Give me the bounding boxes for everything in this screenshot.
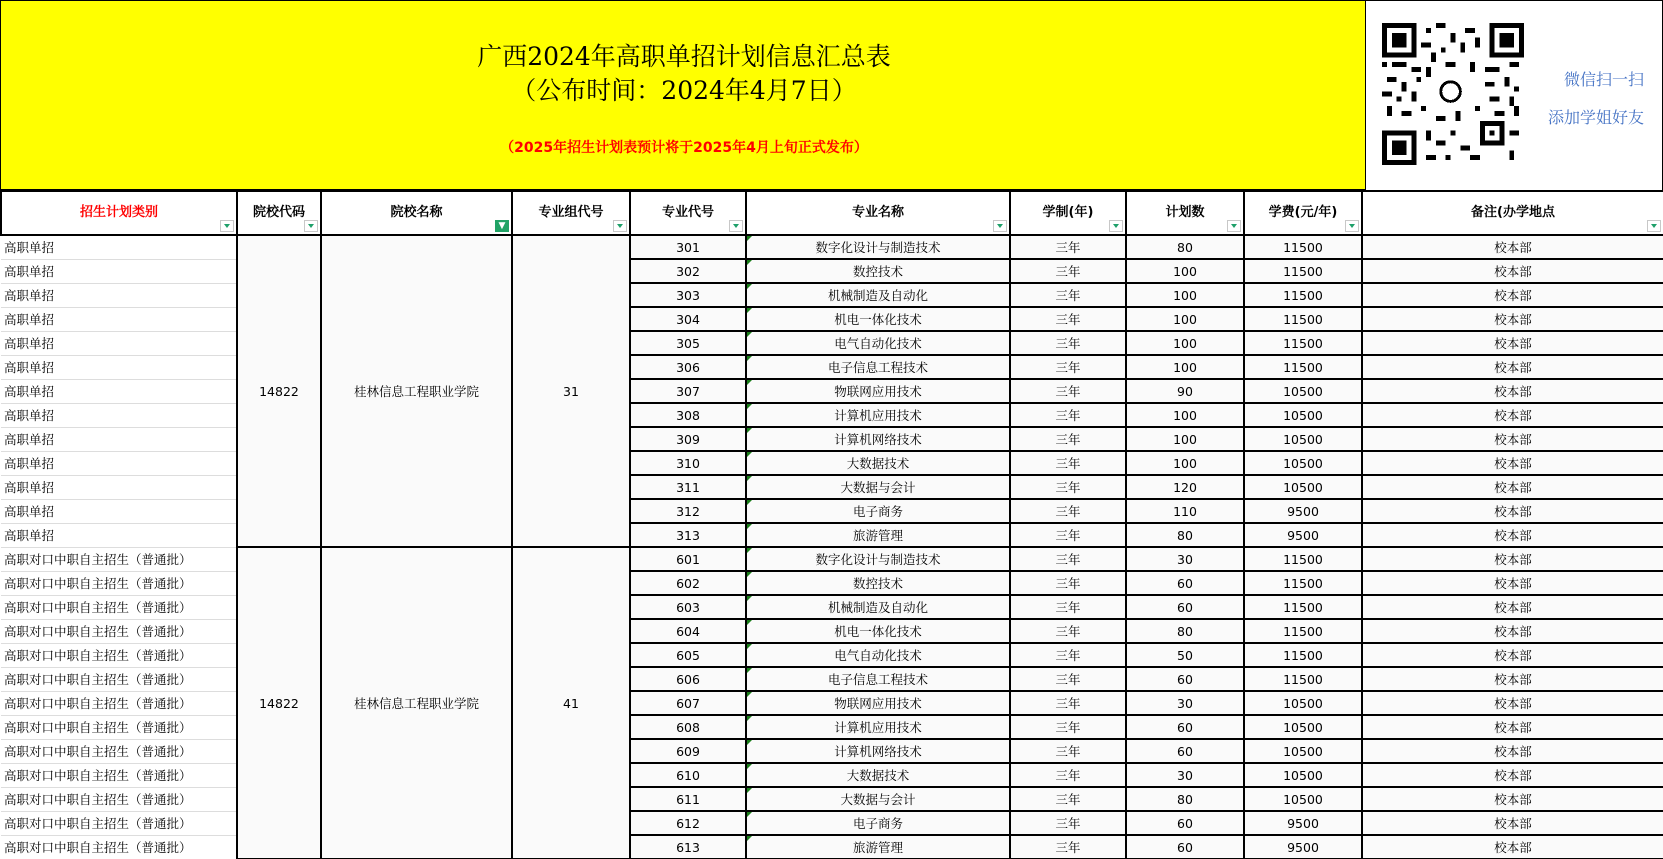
text-number-indicator-icon — [747, 548, 752, 553]
cell-duration[interactable]: 三年 — [1010, 787, 1126, 811]
text-number-indicator-icon — [747, 716, 752, 721]
cell-plan-count[interactable]: 80 — [1126, 523, 1244, 547]
cell-duration[interactable]: 三年 — [1010, 835, 1126, 859]
cell-duration[interactable]: 三年 — [1010, 571, 1126, 595]
cell-duration[interactable]: 三年 — [1010, 739, 1126, 763]
text-number-indicator-icon — [747, 284, 752, 289]
cell-tuition[interactable]: 11500 — [1244, 307, 1362, 331]
cell-category[interactable]: 高职对口中职自主招生（普通批） — [1, 691, 237, 715]
cell-remark[interactable]: 校本部 — [1362, 643, 1663, 667]
cell-major-name[interactable] — [746, 619, 1010, 643]
cell-major-code[interactable]: 605 — [630, 643, 746, 667]
cell-tuition[interactable]: 9500 — [1244, 523, 1362, 547]
cell-category[interactable]: 高职单招 — [1, 235, 237, 259]
cell-tuition[interactable]: 10500 — [1244, 403, 1362, 427]
cell-plan-count[interactable]: 100 — [1126, 331, 1244, 355]
text-number-indicator-icon — [747, 572, 752, 577]
cell-school-code[interactable]: 14822 — [237, 235, 321, 547]
cell-tuition[interactable]: 11500 — [1244, 643, 1362, 667]
column-header-remark — [1362, 191, 1663, 235]
major-name-text: 物联网应用技术 — [834, 696, 922, 711]
cell-tuition[interactable]: 10500 — [1244, 787, 1362, 811]
cell-major-code[interactable]: 303 — [630, 283, 746, 307]
cell-school-name[interactable]: 桂林信息工程职业学院 — [321, 235, 512, 547]
cell-plan-count[interactable]: 60 — [1126, 595, 1244, 619]
cell-tuition[interactable]: 11500 — [1244, 259, 1362, 283]
text-number-indicator-icon — [747, 428, 752, 433]
cell-duration[interactable]: 三年 — [1010, 715, 1126, 739]
cell-major-code[interactable]: 307 — [630, 379, 746, 403]
major-name-text: 数控技术 — [852, 576, 903, 591]
cell-tuition[interactable]: 11500 — [1244, 571, 1362, 595]
cell-remark[interactable]: 校本部 — [1362, 619, 1663, 643]
column-header-group-code — [512, 191, 630, 235]
cell-major-name[interactable] — [746, 835, 1010, 859]
cell-category[interactable]: 高职单招 — [1, 475, 237, 499]
cell-remark[interactable]: 校本部 — [1362, 235, 1663, 259]
cell-tuition[interactable]: 10500 — [1244, 475, 1362, 499]
cell-major-code[interactable]: 312 — [630, 499, 746, 523]
text-number-indicator-icon — [747, 692, 752, 697]
cell-group-code[interactable]: 41 — [512, 547, 630, 859]
cell-school-name[interactable]: 桂林信息工程职业学院 — [321, 547, 512, 859]
cell-major-name[interactable] — [746, 595, 1010, 619]
cell-tuition[interactable]: 10500 — [1244, 715, 1362, 739]
header-row — [1, 191, 1663, 235]
cell-plan-count[interactable]: 60 — [1126, 835, 1244, 859]
cell-duration[interactable]: 三年 — [1010, 811, 1126, 835]
cell-major-code[interactable]: 311 — [630, 475, 746, 499]
text-number-indicator-icon — [747, 332, 752, 337]
cell-major-code[interactable]: 610 — [630, 763, 746, 787]
text-number-indicator-icon — [747, 404, 752, 409]
cell-major-name[interactable] — [746, 379, 1010, 403]
cell-major-name[interactable] — [746, 715, 1010, 739]
cell-duration[interactable]: 三年 — [1010, 259, 1126, 283]
page-title: 广西2024年高职单招计划信息汇总表 — [477, 42, 891, 71]
major-name-text: 电气自动化技术 — [834, 648, 922, 663]
cell-remark[interactable]: 校本部 — [1362, 379, 1663, 403]
cell-duration[interactable]: 三年 — [1010, 451, 1126, 475]
cell-major-name[interactable] — [746, 691, 1010, 715]
cell-duration[interactable]: 三年 — [1010, 523, 1126, 547]
release-notice: （2025年招生计划表预计将于2025年4月上旬正式发布） — [500, 140, 868, 156]
cell-category[interactable]: 高职单招 — [1, 523, 237, 547]
text-number-indicator-icon — [747, 356, 752, 361]
major-name-text: 旅游管理 — [852, 528, 903, 543]
column-header-major-code — [630, 191, 746, 235]
cell-duration[interactable]: 三年 — [1010, 283, 1126, 307]
cell-category[interactable]: 高职单招 — [1, 379, 237, 403]
text-number-indicator-icon — [747, 452, 752, 457]
filter-dropdown-icon[interactable] — [304, 220, 318, 232]
column-header-label: 备注(办学地点 — [1471, 204, 1555, 220]
cell-major-name[interactable] — [746, 739, 1010, 763]
cell-tuition[interactable]: 10500 — [1244, 451, 1362, 475]
cell-major-name[interactable] — [746, 787, 1010, 811]
cell-remark[interactable]: 校本部 — [1362, 835, 1663, 859]
major-name-text: 物联网应用技术 — [834, 384, 922, 399]
qr-panel — [1366, 0, 1663, 190]
cell-remark[interactable]: 校本部 — [1362, 763, 1663, 787]
major-name-text: 大数据与会计 — [840, 480, 916, 495]
text-number-indicator-icon — [747, 596, 752, 601]
major-name-text: 机电一体化技术 — [834, 624, 922, 639]
major-name-text: 机械制造及自动化 — [827, 600, 928, 615]
enrollment-plan-table — [0, 190, 1663, 859]
cell-plan-count[interactable]: 60 — [1126, 571, 1244, 595]
cell-plan-count[interactable]: 90 — [1126, 379, 1244, 403]
cell-school-code[interactable]: 14822 — [237, 547, 321, 859]
cell-remark[interactable]: 校本部 — [1362, 451, 1663, 475]
column-header-label: 专业名称 — [851, 204, 904, 220]
cell-category[interactable]: 高职对口中职自主招生（普通批） — [1, 787, 237, 811]
filter-dropdown-icon[interactable] — [993, 220, 1007, 232]
cell-major-code[interactable]: 310 — [630, 451, 746, 475]
cell-tuition[interactable]: 9500 — [1244, 811, 1362, 835]
major-name-text: 计算机应用技术 — [834, 720, 922, 735]
cell-plan-count[interactable]: 30 — [1126, 691, 1244, 715]
filter-dropdown-icon[interactable] — [613, 220, 627, 232]
cell-remark[interactable]: 校本部 — [1362, 283, 1663, 307]
cell-tuition[interactable]: 9500 — [1244, 499, 1362, 523]
cell-duration[interactable]: 三年 — [1010, 499, 1126, 523]
cell-remark[interactable]: 校本部 — [1362, 571, 1663, 595]
cell-duration[interactable]: 三年 — [1010, 355, 1126, 379]
major-name-text: 数控技术 — [852, 264, 903, 279]
cell-plan-count[interactable]: 60 — [1126, 667, 1244, 691]
text-number-indicator-icon — [747, 764, 752, 769]
table-row — [1, 547, 1663, 571]
cell-remark[interactable]: 校本部 — [1362, 715, 1663, 739]
cell-remark[interactable]: 校本部 — [1362, 691, 1663, 715]
cell-duration[interactable]: 三年 — [1010, 547, 1126, 571]
cell-plan-count[interactable]: 80 — [1126, 235, 1244, 259]
cell-major-name[interactable] — [746, 811, 1010, 835]
cell-major-name[interactable] — [746, 451, 1010, 475]
title-banner — [0, 0, 1366, 190]
cell-major-name[interactable] — [746, 403, 1010, 427]
cell-remark[interactable]: 校本部 — [1362, 259, 1663, 283]
cell-major-name[interactable] — [746, 307, 1010, 331]
cell-duration[interactable]: 三年 — [1010, 763, 1126, 787]
major-name-text: 计算机网络技术 — [834, 744, 922, 759]
filter-dropdown-icon[interactable] — [729, 220, 743, 232]
cell-category[interactable]: 高职对口中职自主招生（普通批） — [1, 763, 237, 787]
column-header-major-name — [746, 191, 1010, 235]
cell-duration[interactable]: 三年 — [1010, 307, 1126, 331]
cell-major-code[interactable]: 304 — [630, 307, 746, 331]
cell-plan-count[interactable]: 60 — [1126, 715, 1244, 739]
cell-category[interactable]: 高职单招 — [1, 427, 237, 451]
cell-plan-count[interactable]: 100 — [1126, 451, 1244, 475]
cell-group-code[interactable]: 31 — [512, 235, 630, 547]
cell-major-code[interactable]: 607 — [630, 691, 746, 715]
column-header-category — [1, 191, 237, 235]
cell-tuition[interactable]: 10500 — [1244, 763, 1362, 787]
cell-remark[interactable]: 校本部 — [1362, 523, 1663, 547]
column-header-label: 专业组代号 — [538, 204, 604, 220]
cell-tuition[interactable]: 11500 — [1244, 547, 1362, 571]
cell-plan-count[interactable]: 100 — [1126, 427, 1244, 451]
cell-tuition[interactable]: 11500 — [1244, 595, 1362, 619]
text-number-indicator-icon — [747, 308, 752, 313]
cell-major-name[interactable] — [746, 235, 1010, 259]
major-name-text: 机电一体化技术 — [834, 312, 922, 327]
cell-category[interactable]: 高职单招 — [1, 331, 237, 355]
cell-major-name[interactable] — [746, 427, 1010, 451]
text-number-indicator-icon — [747, 380, 752, 385]
column-header-school-code — [237, 191, 321, 235]
cell-category[interactable]: 高职对口中职自主招生（普通批） — [1, 667, 237, 691]
publish-date: （公布时间：2024年4月7日） — [511, 76, 857, 105]
cell-major-code[interactable]: 309 — [630, 427, 746, 451]
cell-tuition[interactable]: 11500 — [1244, 355, 1362, 379]
text-number-indicator-icon — [747, 836, 752, 841]
cell-tuition[interactable]: 10500 — [1244, 427, 1362, 451]
cell-major-name[interactable] — [746, 475, 1010, 499]
cell-plan-count[interactable]: 30 — [1126, 547, 1244, 571]
cell-plan-count[interactable]: 100 — [1126, 307, 1244, 331]
cell-plan-count[interactable]: 100 — [1126, 355, 1244, 379]
cell-category[interactable]: 高职对口中职自主招生（普通批） — [1, 715, 237, 739]
column-header-school-name — [321, 191, 512, 235]
cell-major-code[interactable]: 313 — [630, 523, 746, 547]
cell-category[interactable]: 高职对口中职自主招生（普通批） — [1, 811, 237, 835]
cell-duration[interactable]: 三年 — [1010, 235, 1126, 259]
cell-major-code[interactable]: 306 — [630, 355, 746, 379]
column-header-plan-count — [1126, 191, 1244, 235]
filter-dropdown-icon[interactable] — [1647, 220, 1661, 232]
cell-plan-count[interactable]: 100 — [1126, 259, 1244, 283]
cell-remark[interactable]: 校本部 — [1362, 331, 1663, 355]
cell-remark[interactable]: 校本部 — [1362, 595, 1663, 619]
cell-remark[interactable]: 校本部 — [1362, 499, 1663, 523]
major-name-text: 数字化设计与制造技术 — [815, 240, 941, 255]
major-name-text: 电气自动化技术 — [834, 336, 922, 351]
cell-duration[interactable]: 三年 — [1010, 427, 1126, 451]
text-number-indicator-icon — [747, 260, 752, 265]
cell-category[interactable]: 高职单招 — [1, 403, 237, 427]
cell-tuition[interactable]: 11500 — [1244, 331, 1362, 355]
cell-remark[interactable]: 校本部 — [1362, 307, 1663, 331]
column-header-label: 院校名称 — [390, 204, 443, 220]
cell-major-code[interactable]: 602 — [630, 571, 746, 595]
cell-duration[interactable]: 三年 — [1010, 667, 1126, 691]
column-header-label: 招生计划类别 — [79, 204, 158, 220]
text-number-indicator-icon — [747, 476, 752, 481]
major-name-text: 大数据与会计 — [840, 792, 916, 807]
cell-category[interactable]: 高职对口中职自主招生（普通批） — [1, 739, 237, 763]
filter-dropdown-icon[interactable] — [220, 220, 234, 232]
cell-major-code[interactable]: 305 — [630, 331, 746, 355]
text-number-indicator-icon — [747, 740, 752, 745]
cell-major-name[interactable] — [746, 331, 1010, 355]
filter-dropdown-icon[interactable] — [1109, 220, 1123, 232]
cell-category[interactable]: 高职单招 — [1, 283, 237, 307]
active-filter-icon[interactable]: ▼ — [495, 220, 509, 232]
cell-remark[interactable]: 校本部 — [1362, 739, 1663, 763]
cell-major-code[interactable]: 308 — [630, 403, 746, 427]
cell-plan-count[interactable]: 100 — [1126, 283, 1244, 307]
cell-major-code[interactable]: 606 — [630, 667, 746, 691]
table-row — [1, 235, 1663, 259]
add-friend-prompt: 添加学姐好友 — [1547, 108, 1644, 127]
cell-remark[interactable]: 校本部 — [1362, 403, 1663, 427]
cell-duration[interactable]: 三年 — [1010, 379, 1126, 403]
cell-major-name[interactable] — [746, 283, 1010, 307]
cell-tuition[interactable]: 11500 — [1244, 235, 1362, 259]
cell-major-code[interactable]: 609 — [630, 739, 746, 763]
major-name-text: 大数据技术 — [846, 768, 910, 783]
cell-remark[interactable]: 校本部 — [1362, 667, 1663, 691]
cell-category[interactable]: 高职单招 — [1, 355, 237, 379]
cell-category[interactable]: 高职单招 — [1, 451, 237, 475]
cell-major-code[interactable]: 604 — [630, 619, 746, 643]
cell-duration[interactable]: 三年 — [1010, 475, 1126, 499]
cell-plan-count[interactable]: 60 — [1126, 811, 1244, 835]
cell-major-name[interactable] — [746, 355, 1010, 379]
cell-major-code[interactable]: 302 — [630, 259, 746, 283]
major-name-text: 电子信息工程技术 — [827, 672, 928, 687]
text-number-indicator-icon — [747, 644, 752, 649]
scan-prompt: 微信扫一扫 — [1563, 70, 1644, 89]
text-number-indicator-icon — [747, 788, 752, 793]
column-header-duration — [1010, 191, 1126, 235]
major-name-text: 旅游管理 — [852, 840, 903, 855]
cell-category[interactable]: 高职对口中职自主招生（普通批） — [1, 571, 237, 595]
cell-duration[interactable]: 三年 — [1010, 643, 1126, 667]
cell-category[interactable]: 高职对口中职自主招生（普通批） — [1, 643, 237, 667]
cell-plan-count[interactable]: 30 — [1126, 763, 1244, 787]
column-header-label: 专业代号 — [661, 204, 714, 220]
cell-tuition[interactable]: 11500 — [1244, 619, 1362, 643]
cell-tuition[interactable]: 10500 — [1244, 691, 1362, 715]
column-header-label: 学制(年) — [1042, 204, 1094, 220]
cell-tuition[interactable]: 11500 — [1244, 283, 1362, 307]
filter-dropdown-icon[interactable] — [1345, 220, 1359, 232]
cell-remark[interactable]: 校本部 — [1362, 811, 1663, 835]
cell-duration[interactable]: 三年 — [1010, 403, 1126, 427]
cell-category[interactable]: 高职单招 — [1, 259, 237, 283]
cell-category[interactable]: 高职单招 — [1, 307, 237, 331]
cell-major-code[interactable]: 612 — [630, 811, 746, 835]
cell-major-name[interactable] — [746, 667, 1010, 691]
cell-major-name[interactable] — [746, 571, 1010, 595]
cell-duration[interactable]: 三年 — [1010, 619, 1126, 643]
wechat-qr-code-icon — [1382, 23, 1524, 165]
cell-major-code[interactable]: 603 — [630, 595, 746, 619]
cell-remark[interactable]: 校本部 — [1362, 427, 1663, 451]
cell-major-code[interactable]: 301 — [630, 235, 746, 259]
text-number-indicator-icon — [747, 668, 752, 673]
cell-category[interactable]: 高职对口中职自主招生（普通批） — [1, 595, 237, 619]
cell-plan-count[interactable]: 50 — [1126, 643, 1244, 667]
text-number-indicator-icon — [747, 236, 752, 241]
cell-duration[interactable]: 三年 — [1010, 331, 1126, 355]
cell-remark[interactable]: 校本部 — [1362, 787, 1663, 811]
major-name-text: 数字化设计与制造技术 — [815, 552, 941, 567]
cell-remark[interactable]: 校本部 — [1362, 475, 1663, 499]
cell-remark[interactable]: 校本部 — [1362, 547, 1663, 571]
cell-major-code[interactable]: 608 — [630, 715, 746, 739]
cell-duration[interactable]: 三年 — [1010, 595, 1126, 619]
cell-tuition[interactable]: 11500 — [1244, 667, 1362, 691]
cell-major-name[interactable] — [746, 763, 1010, 787]
cell-category[interactable]: 高职对口中职自主招生（普通批） — [1, 835, 237, 859]
cell-plan-count[interactable]: 110 — [1126, 499, 1244, 523]
major-name-text: 计算机网络技术 — [834, 432, 922, 447]
cell-duration[interactable]: 三年 — [1010, 691, 1126, 715]
column-header-label: 计划数 — [1165, 204, 1205, 220]
cell-tuition[interactable]: 9500 — [1244, 835, 1362, 859]
major-name-text: 电子信息工程技术 — [827, 360, 928, 375]
column-header-tuition — [1244, 191, 1362, 235]
major-name-text: 计算机应用技术 — [834, 408, 922, 423]
text-number-indicator-icon — [747, 524, 752, 529]
cell-tuition[interactable]: 10500 — [1244, 739, 1362, 763]
cell-category[interactable]: 高职单招 — [1, 499, 237, 523]
cell-plan-count[interactable]: 120 — [1126, 475, 1244, 499]
major-name-text: 电子商务 — [852, 504, 903, 519]
cell-major-code[interactable]: 601 — [630, 547, 746, 571]
major-name-text: 大数据技术 — [846, 456, 910, 471]
text-number-indicator-icon — [747, 620, 752, 625]
cell-plan-count[interactable]: 80 — [1126, 619, 1244, 643]
major-name-text: 电子商务 — [852, 816, 903, 831]
text-number-indicator-icon — [747, 500, 752, 505]
text-number-indicator-icon — [747, 812, 752, 817]
cell-major-code[interactable]: 613 — [630, 835, 746, 859]
cell-remark[interactable]: 校本部 — [1362, 355, 1663, 379]
filter-dropdown-icon[interactable] — [1227, 220, 1241, 232]
cell-major-name[interactable] — [746, 499, 1010, 523]
cell-category[interactable]: 高职对口中职自主招生（普通批） — [1, 619, 237, 643]
cell-category[interactable]: 高职对口中职自主招生（普通批） — [1, 547, 237, 571]
major-name-text: 机械制造及自动化 — [827, 288, 928, 303]
cell-tuition[interactable]: 10500 — [1244, 379, 1362, 403]
column-header-label: 学费(元/年) — [1268, 204, 1338, 220]
cell-plan-count[interactable]: 60 — [1126, 739, 1244, 763]
cell-major-name[interactable] — [746, 547, 1010, 571]
cell-major-name[interactable] — [746, 643, 1010, 667]
cell-major-code[interactable]: 611 — [630, 787, 746, 811]
cell-plan-count[interactable]: 80 — [1126, 787, 1244, 811]
cell-plan-count[interactable]: 100 — [1126, 403, 1244, 427]
cell-major-name[interactable] — [746, 523, 1010, 547]
column-header-label: 院校代码 — [252, 204, 305, 220]
cell-major-name[interactable] — [746, 259, 1010, 283]
